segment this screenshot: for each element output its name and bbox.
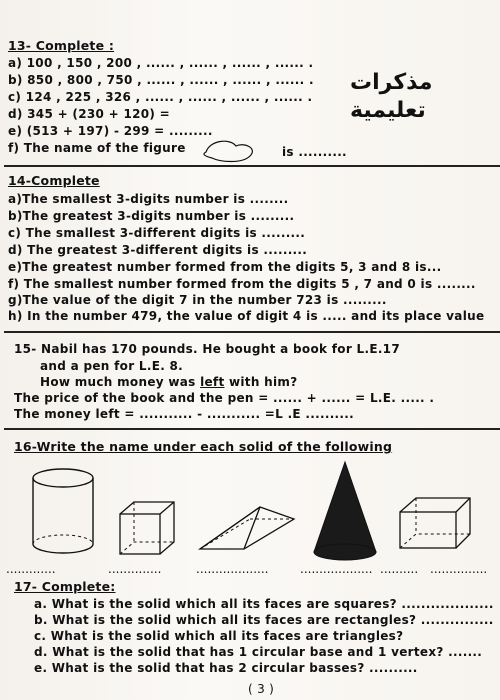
q13-e: e) (513 + 197) - 299 = .........	[8, 124, 213, 138]
q13-c: c) 124 , 225 , 326 , ...... , ...... , ...... , ...... .	[8, 90, 313, 104]
q15-line4: The price of the book and the pen = ...... + ...... = L.E. ..... .	[14, 391, 435, 405]
q17-e: e. What is the solid that has 2 circular basses? ..........	[34, 661, 418, 675]
cone-icon	[310, 460, 380, 565]
cylinder-icon	[28, 468, 98, 558]
q13-d: d) 345 + (230 + 120) =	[8, 107, 171, 121]
q15-line1: 15- Nabil has 170 pounds. He bought a book for L.E.17	[14, 342, 400, 356]
answer-blank: ..............	[108, 562, 162, 576]
q15-line5: The money left = ........... - ........... =L .E ..........	[14, 407, 354, 421]
answer-blank: ..........	[380, 562, 419, 576]
q16-title: 16-Write the name under each solid of the following	[14, 439, 393, 454]
q14-b: b)The greatest 3-digits number is .........	[8, 209, 295, 223]
divider	[4, 165, 500, 167]
triangular-prism-icon	[198, 505, 298, 555]
q14-h: h) In the number 479, the value of digit 4 is ..... and its place value	[8, 309, 485, 323]
q15-line2: and a pen for L.E. 8.	[40, 359, 184, 373]
q14-d: d) The greatest 3-different digits is .........	[8, 243, 308, 257]
q14-a: a)The smallest 3-digits number is ........	[8, 192, 289, 206]
q14-g: g)The value of the digit 7 in the number 723 is .........	[8, 293, 387, 307]
q17-a: a. What is the solid which all its faces are squares? ...................	[34, 597, 494, 611]
watermark-text-1: مذكرات	[350, 70, 433, 95]
answer-blank: .............	[6, 562, 56, 576]
q17-c: c. What is the solid which all its faces are triangles?	[34, 629, 404, 643]
q14-e: e)The greatest number formed from the digits 5, 3 and 8 is...	[8, 260, 442, 274]
watermark-text-2: تعليمية	[350, 98, 426, 123]
answer-blank: ...................	[300, 562, 373, 576]
q15-line3: How much money was left with him?	[40, 375, 298, 389]
cuboid-icon	[398, 494, 474, 554]
q13-a: a) 100 , 150 , 200 , ...... , ...... , ...... , ...... .	[8, 56, 314, 70]
answer-blank: ...............	[430, 562, 488, 576]
q17-b: b. What is the solid which all its faces are rectangles? ...............	[34, 613, 494, 627]
q13-b: b) 850 , 800 , 750 , ...... , ...... , ...... , ...... .	[8, 73, 314, 87]
cube-icon	[118, 500, 180, 562]
irregular-shape-icon	[200, 138, 260, 164]
q13-f: f) The name of the figure	[8, 141, 186, 155]
answer-blank: ...................	[196, 562, 269, 576]
q17-d: d. What is the solid that has 1 circular base and 1 vertex? .......	[34, 645, 483, 659]
q14-title: 14-Complete	[8, 173, 100, 188]
divider	[4, 331, 500, 333]
q17-title: 17- Complete:	[14, 579, 116, 594]
q13-title: 13- Complete :	[8, 38, 115, 53]
divider	[4, 428, 500, 430]
q13-f-tail: is ..........	[282, 145, 347, 159]
q14-f: f) The smallest number formed from the digits 5 , 7 and 0 is ........	[8, 277, 476, 291]
q14-c: c) The smallest 3-different digits is .........	[8, 226, 306, 240]
page-number: ( 3 )	[248, 682, 275, 696]
